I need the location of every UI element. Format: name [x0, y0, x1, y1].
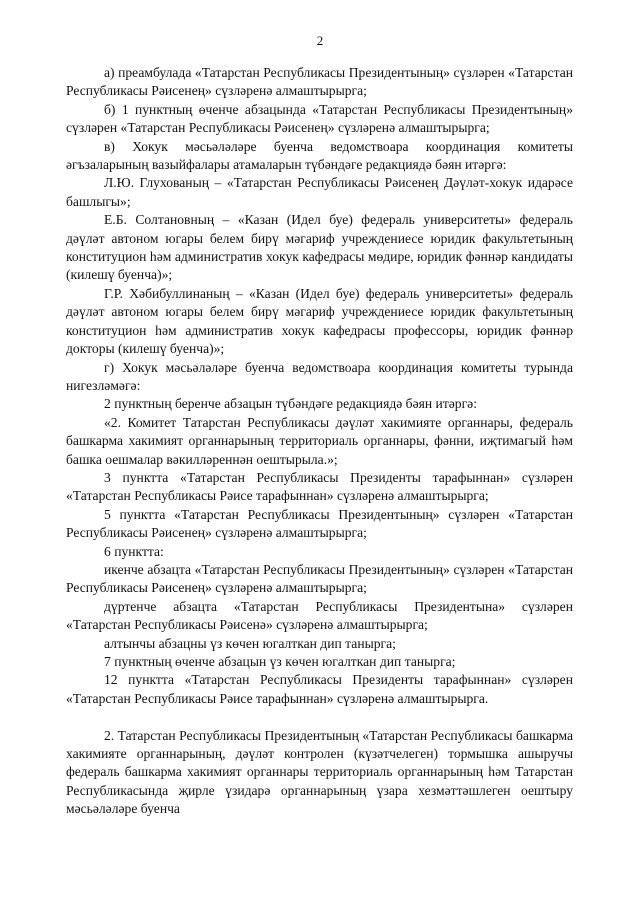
paragraph-point-5: 5 пунктта «Татарстан Республикасы Президентының» сүзләрен «Татарстан Республикасы Рәисенең» сүзләренә алмаштырырга; [66, 506, 573, 541]
paragraph-v-committee-members: в) Хокук мәсьәләләре буенча ведомствоара координация комитеты әгъзаларының вазыйфалары атамаларын түбәндәге редакциядә бәян итәргә: [66, 138, 573, 173]
paragraph-glukhova: Л.Ю. Глухованың – «Татарстан Республикасы Рәисенең Дәүләт-хокук идарәсе башлыгы»; [66, 175, 573, 209]
paragraph-point-3: 3 пунктта «Татарстан Республикасы Президенты тарафыннан» сүзләрен «Татарстан Республикасы Рәисе тарафыннан» сүзләренә алмаштырырга; [66, 469, 573, 504]
paragraph-g-regulation: г) Хокук мәсьәләләре буенча ведомствоара координация комитеты турында нигезләмәгә: [66, 359, 573, 393]
paragraph-section-2: 2. Татарстан Республикасы Президентының «Татарстан Республикасы башкарма хакимияте органнарының, дәүләт контролен (күзәтчелеген) тормышка ашыручы федераль башкарма хакимият органнары территориаль органнарының һәм Татарстан Республикасында җирле үзидарә органнарының үзара хезмәттәшлеген оештыру мәсьәләләре буенча [66, 727, 573, 817]
paragraph-point-7: 7 пунктның өченче абзацын үз көчен югалткан дип танырга; [104, 654, 456, 669]
paragraph-a-preamble: а) преамбулада «Татарстан Республикасы Президентының» сүзләрен «Татарстан Республикасы Рәисенең» сүзләренә алмаштырырга; [66, 65, 573, 99]
paragraph-point-6-fourth: дүртенче абзацта «Татарстан Республикасы Президентына» сүзләрен «Татарстан Республикасы Рәисенә» сүзләренә алмаштырырга; [66, 598, 573, 633]
page-number: 2 [316, 33, 324, 48]
paragraph-point-2-text: «2. Комитет Татарстан Республикасы дәүләт хакимияте органнары, федераль башкарма хакимият органнарының территориаль органнары, фәнни, иҗтимагый һәм башка оешмалар вәкилләреннән оештырыла.»; [66, 414, 573, 467]
paragraph-soltanova: Е.Б. Солтановның – «Казан (Идел буе) федераль университеты» федераль дәүләт автоном югары белем бирү мәгариф учреждениесе юридик факультетының конституцион һәм административ хокук кафедрасы мөдире, юридик фәннәр кандидаты (килешү буенча)»; [66, 212, 573, 283]
paragraph-khabibullina: Г.Р. Хәбибуллинаның – «Казан (Идел буе) федераль университеты» федераль дәүләт автоном югары белем бирү мәгариф учреждениесе юридик факультетының конституцион һәм административ хокук кафедрасы профессоры, юридик фәннәр докторы (килешү буенча)»; [66, 285, 573, 357]
paragraph-b-point-1: б) 1 пунктның өченче абзацында «Татарстан Республикасы Президентының» сүзләрен «Татарстан Республикасы Рәисенең» сүзләренә алмаштырырга; [66, 101, 573, 136]
paragraph-point-6-sixth: алтынчы абзацны үз көчен югалткан дип танырга; [104, 635, 396, 651]
paragraph-point-6-second: икенче абзацта «Татарстан Республикасы Президентының» сүзләрен «Татарстан Республикасы Рәисенең» сүзләренә алмаштырырга; [66, 561, 573, 596]
paragraph-point-12: 12 пунктта «Татарстан Республикасы Президенты тарафыннан» сүзләрен «Татарстан Республикасы Рәисе тарафыннан» сүзләренә алмаштырырга. [66, 672, 573, 706]
paragraph-point-2-intro: 2 пунктның беренче абзацын түбәндәге редакциядә бәян итәргә: [104, 396, 477, 412]
paragraph-point-6: 6 пунктта: [104, 543, 164, 559]
document-body [66, 64, 573, 819]
